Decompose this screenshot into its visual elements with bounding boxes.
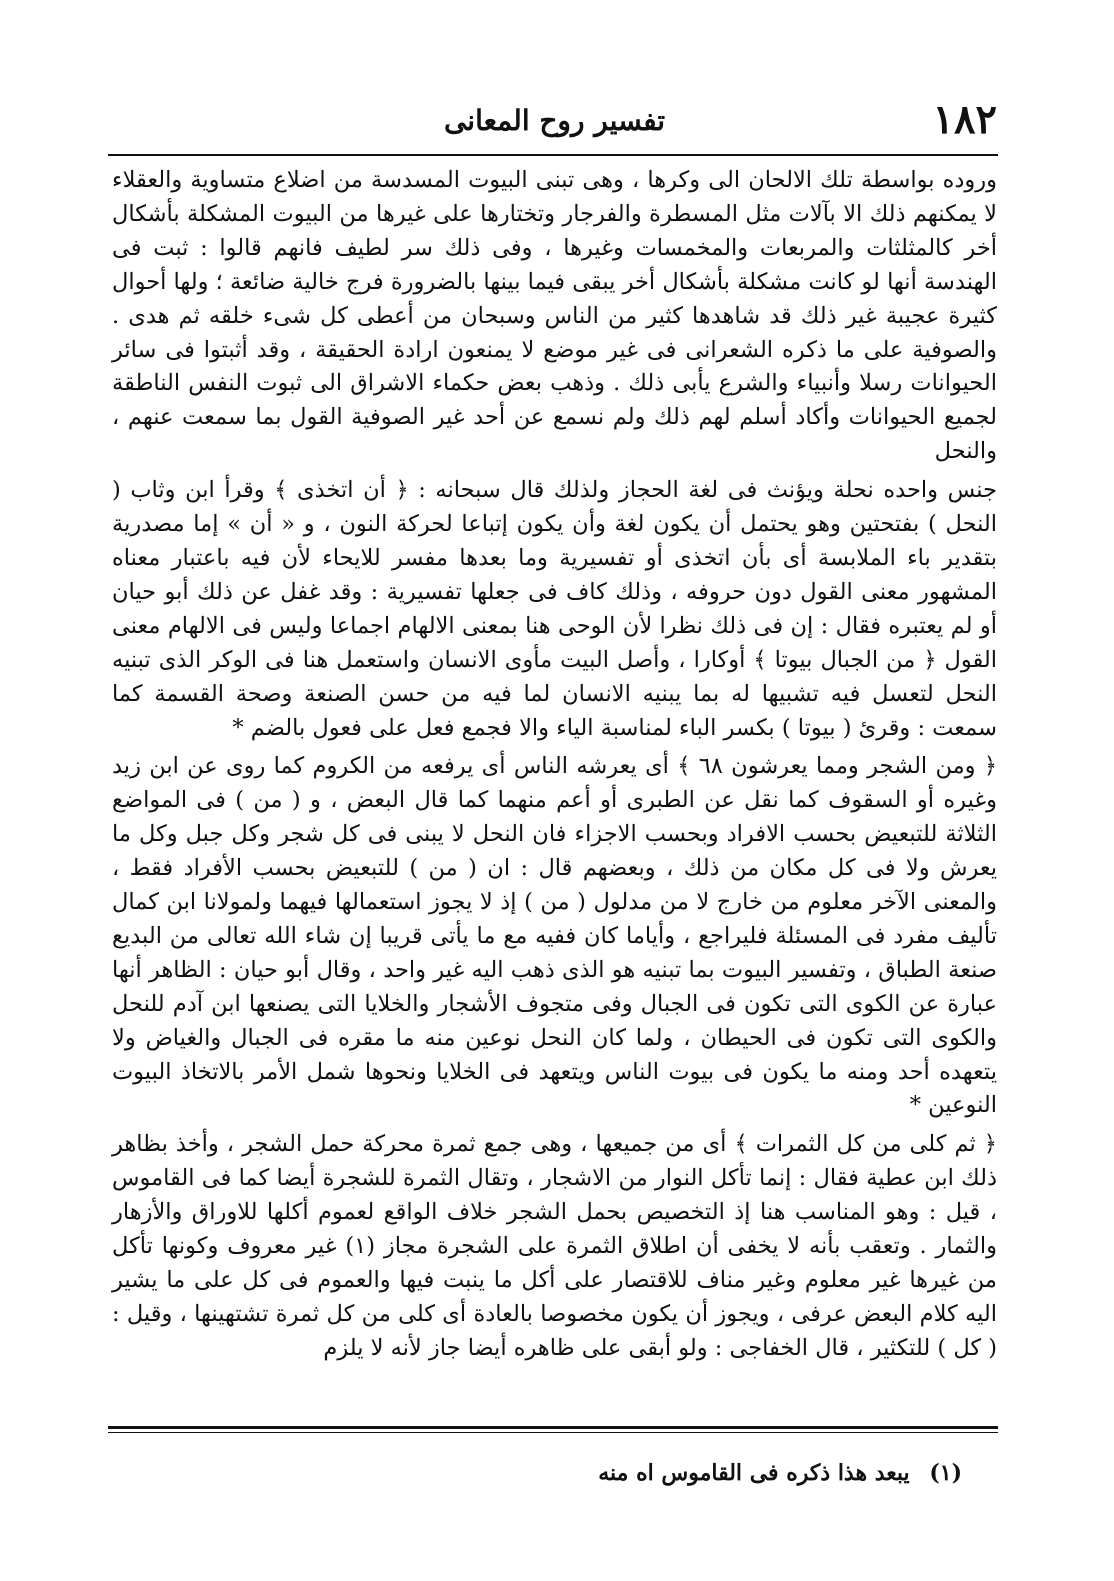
footnote-text: يبعد هذا ذكره فى القاموس اه منه <box>598 1460 910 1486</box>
paragraph: ﴿ ثم كلى من كل الثمرات ﴾ أى من جميعها ، وهى جمع ثمرة محركة حمل الشجر ، وأخذ بظاهر ذلك ابن عطية فقال : إنما تأكل النوار من الاشجار ، وتقال الثمرة للشجرة أيضا كما فى القاموس ، قيل : وهو المناسب هنا إذ التخصيص بحمل الشجر خلاف الواقع لعموم أكلها للاوراق والأزهار والثمار . وتعقب بأنه لا يخفى أن اطلاق الثمرة على الشجرة مجاز (١) غير معروف وكونها تأكل من غيرها غير معلوم وغير مناف للاقتصار على أكل ما ينبت فيها والعموم فى كل على ما يشير اليه كلام البعض عرفى ، ويجوز أن يكون مخصوصا بالعادة أى كلى من كل ثمرة تشتهينها ، وقيل : ( كل ) للتكثير ، قال الخفاجى : ولو أبقى على ظاهره أيضا جاز لأنه لا يلزم <box>112 1131 997 1361</box>
footnote-marker: (١) <box>929 1460 962 1486</box>
footnote-rule-thin <box>108 1432 998 1433</box>
page-header <box>112 92 997 150</box>
main-text <box>112 164 997 1371</box>
header-rule <box>108 154 998 156</box>
footnote <box>112 1460 962 1486</box>
running-title: تفسير روح المعانى <box>443 104 666 137</box>
paragraph: جنس واحده نحلة ويؤنث فى لغة الحجاز ولذلك قال سبحانه : ﴿ أن اتخذى ﴾ وقرأ ابن وثاب ( النحل ) بفتحتين وهو يحتمل أن يكون لغة وأن يكون إتباعا لحركة النون ، و « أن » إما مصدرية بتقدير باء الملابسة أى بأن اتخذى أو تفسيرية وما بعدها مفسر للايحاء لأن فيه باعتبار معناه المشهور معنى القول دون حروفه ، وذلك كاف فى جعلها تفسيرية : وقد غفل عن ذلك أبو حيان أو لم يعتبره فقال : إن فى ذلك نظرا لأن الوحى هنا بمعنى الالهام اجماعا وليس فى الالهام معنى القول ﴿ من الجبال بيوتا ﴾ أوكارا ، وأصل البيت مأوى الانسان واستعمل هنا فى الوكر الذى تبنيه النحل لتعسل فيه تشبيها له بما يبنيه الانسان لما فيه من حسن الصنعة وصحة القسمة كما سمعت : وقرئ ( بيوتا ) بكسر الباء لمناسبة الياء والا فجمع فعل على فعول بالضم * <box>112 477 997 741</box>
paragraph: وروده بواسطة تلك الالحان الى وكرها ، وهى تبنى البيوت المسدسة من اضلاع متساوية والعقلاء لا يمكنهم ذلك الا بآلات مثل المسطرة والفرجار وتختارها على غيرها من البيوت المشكلة بأشكال أخر كالمثلثات والمربعات والمخمسات وغيرها ، وفى ذلك سر لطيف فانهم قالوا : ثبت فى الهندسة أنها لو كانت مشكلة بأشكال أخر يبقى فيما بينها بالضرورة فرج خالية ضائعة ؛ ولها أحوال كثيرة عجيبة غير ذلك قد شاهدها كثير من الناس وسبحان من أعطى كل شىء خلقه ثم هدى . والصوفية على ما ذكره الشعرانى فى غير موضع لا يمنعون ارادة الحقيقة ، وقد أثبتوا فى سائر الحيوانات رسلا وأنبياء والشرع يأبى ذلك . وذهب بعض حكماء الاشراق الى ثبوت النفس الناطقة لجميع الحيوانات وأكاد أسلم لهم ذلك ولم نسمع عن أحد غير الصوفية القول بما سمعت عنهم ، والنحل <box>112 167 997 465</box>
footnote-rule <box>108 1426 998 1429</box>
paragraph: ﴿ ومن الشجر ومما يعرشون ٦٨ ﴾ أى يعرشه الناس أى يرفعه من الكروم كما روى عن ابن زيد وغيره أو السقوف كما نقل عن الطبرى أو أعم منهما كما قال البعض ، و ( من ) فى المواضع الثلاثة للتبعيض بحسب الافراد وبحسب الاجزاء فان النحل لا يبنى فى كل شجر وكل جبل وكل ما يعرش ولا فى كل مكان من ذلك ، وبعضهم قال : ان ( من ) للتبعيض بحسب الأفراد فقط ، والمعنى الآخر معلوم من خارج لا من مدلول ( من ) إذ لا يجوز استعمالها فيهما ولمولانا ابن كمال تأليف مفرد فى المسئلة فليراجع ، وأياما كان ففيه مع ما يأتى قريبا إن شاء الله تعالى من البديع صنعة الطباق ، وتفسير البيوت بما تبنيه هو الذى ذهب اليه غير واحد ، وقال أبو حيان : الظاهر أنها عبارة عن الكوى التى تكون فى الجبال وفى متجوف الأشجار والخلايا التى يصنعها ابن آدم للنحل والكوى التى تكون فى الحيطان ، ولما كان النحل نوعين منه ما مقره فى الجبال والغياض ولا يتعهده أحد ومنه ما يكون فى بيوت الناس ويتعهد فى الخلايا ونحوها شمل الأمر بالاتخاذ البيوت النوعين * <box>112 753 997 1119</box>
page-number: ١٨٢ <box>932 96 997 143</box>
